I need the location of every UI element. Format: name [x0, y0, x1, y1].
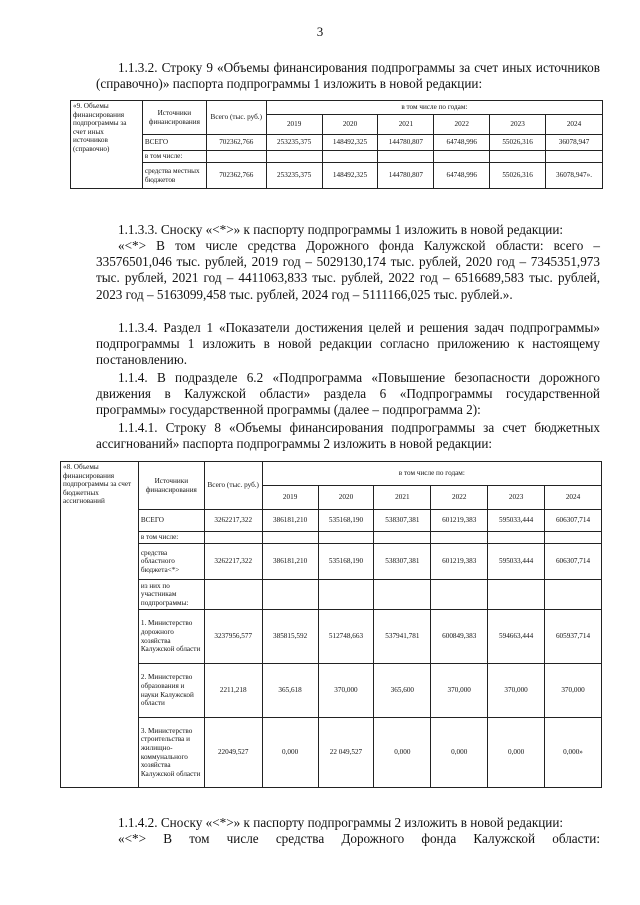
paragraph-text: «<*> В том числе средства Дорожного фонда Калужской области: [118, 831, 600, 846]
paragraph-1-1-3-3 [96, 222, 600, 238]
cell-value: 594663,444 [488, 610, 545, 664]
cell-value: 365,618 [262, 664, 318, 718]
row-label: из них по участникам подпрограммы: [138, 580, 204, 610]
year-header: 2019 [266, 115, 322, 135]
cell-value: 0,000 [431, 718, 488, 788]
cell-value [545, 532, 602, 544]
cell-value [546, 151, 603, 163]
row-total: 3262217,322 [204, 544, 262, 580]
year-header: 2023 [490, 115, 546, 135]
row-total: 2211,218 [204, 664, 262, 718]
cell-value: 64748,996 [434, 135, 490, 151]
cell-value [374, 532, 431, 544]
page-number: 3 [316, 24, 324, 39]
table-row [61, 510, 602, 532]
cell-value [378, 151, 434, 163]
col-header-sources: Источники финансирования [142, 101, 206, 135]
cell-value: 0,000 [374, 718, 431, 788]
row-label: 3. Министерство строительства и жилищно-коммунального хозяйства Калужской области [138, 718, 204, 788]
cell-value: 606307,714 [545, 544, 602, 580]
cell-value: 55026,316 [490, 163, 546, 189]
cell-value: 535168,190 [318, 544, 374, 580]
paragraph-1-1-4 [96, 370, 600, 419]
row-label: в том числе: [142, 151, 206, 163]
row-total: 702362,766 [206, 135, 266, 151]
cell-value: 595033,444 [488, 510, 545, 532]
paragraph-1-1-4-1 [96, 420, 600, 452]
table-2-caption: «8. Объемы финансирования подпрограммы за счет бюджетных ассигнований [61, 462, 139, 788]
year-header: 2019 [262, 486, 318, 510]
cell-value: 538307,381 [374, 544, 431, 580]
row-label: средства областного бюджета<*> [138, 544, 204, 580]
row-total: 3237956,577 [204, 610, 262, 664]
year-header: 2021 [378, 115, 434, 135]
cell-value [431, 580, 488, 610]
table-row [71, 151, 603, 163]
cell-value [374, 580, 431, 610]
table-row [61, 664, 602, 718]
cell-value: 36078,947 [546, 135, 603, 151]
cell-value: 535168,190 [318, 510, 374, 532]
financing-table-2 [60, 461, 602, 788]
cell-value [490, 151, 546, 163]
row-total: 22049,527 [204, 718, 262, 788]
cell-value: 370,000 [318, 664, 374, 718]
table-row [61, 544, 602, 580]
cell-value: 370,000 [545, 664, 602, 718]
col-header-years: в том числе по годам: [266, 101, 602, 115]
cell-value: 0,000 [488, 718, 545, 788]
cell-value: 253235,375 [266, 163, 322, 189]
paragraph-text: 1.1.3.2. Строку 9 «Объемы финансирования подпрограммы за счет иных источников (справочно)» паспорта подпрограммы 1 изложить в новой редакции: [96, 60, 600, 92]
cell-value: 385815,592 [262, 610, 318, 664]
year-header: 2020 [322, 115, 378, 135]
cell-value: 606307,714 [545, 510, 602, 532]
cell-value [318, 580, 374, 610]
paragraph-footnote-2 [96, 831, 600, 847]
cell-value: 0,000 [262, 718, 318, 788]
col-header-sources: Источники финансирования [138, 462, 204, 510]
cell-value: 386181,210 [262, 510, 318, 532]
year-header: 2023 [488, 486, 545, 510]
paragraph-1-1-4-2 [96, 815, 600, 831]
cell-value: 144780,807 [378, 135, 434, 151]
year-header: 2024 [545, 486, 602, 510]
cell-value: 600849,383 [431, 610, 488, 664]
cell-value [431, 532, 488, 544]
paragraph-text: 1.1.4.2. Сноску «<*>» к паспорту подпрограммы 2 изложить в новой редакции: [118, 815, 564, 830]
col-header-years: в том числе по годам: [262, 462, 601, 486]
cell-value: 538307,381 [374, 510, 431, 532]
cell-value: 370,000 [431, 664, 488, 718]
cell-value [318, 532, 374, 544]
cell-value: 595033,444 [488, 544, 545, 580]
cell-value: 512748,663 [318, 610, 374, 664]
row-total: 3262217,322 [204, 510, 262, 532]
row-total [206, 151, 266, 163]
table-row [61, 532, 602, 544]
cell-value [322, 151, 378, 163]
paragraph-text: 1.1.4. В подразделе 6.2 «Подпрограмма «Повышение безопасности дорожного движения в Калужской области» раздела 6 «Подпрограммы государственной программы» государственной программы (далее – подпрограмма 2): [96, 370, 600, 418]
row-total [204, 532, 262, 544]
cell-value [262, 580, 318, 610]
cell-value: 148492,325 [322, 135, 378, 151]
row-label: ВСЕГО [138, 510, 204, 532]
cell-value [488, 580, 545, 610]
col-header-total: Всего (тыс. руб.) [204, 462, 262, 510]
cell-value: 64748,996 [434, 163, 490, 189]
paragraph-text: «<*> В том числе средства Дорожного фонда Калужской области: всего – 33576501,046 тыс. рублей, 2019 год – 5029130,174 тыс. рублей, 2020 год – 7345351,973 тыс. рублей, 2021 год – 4411063,833 тыс. рублей, 2022 год – 6516689,583 тыс. рублей, 2023 год – 5163099,458 тыс. рублей, 2024 год – 5111166,025 тыс. рублей.». [96, 238, 600, 302]
financing-table-1 [70, 100, 603, 189]
table-row [61, 610, 602, 664]
cell-value: 601219,383 [431, 544, 488, 580]
cell-value: 601219,383 [431, 510, 488, 532]
year-header: 2020 [318, 486, 374, 510]
year-header: 2024 [546, 115, 603, 135]
paragraph-footnote-1 [96, 238, 600, 303]
cell-value: 386181,210 [262, 544, 318, 580]
row-total: 702362,766 [206, 163, 266, 189]
table-1-caption: «9. Объемы финансирования подпрограммы за счет иных источников (справочно) [71, 101, 143, 189]
cell-value: 0,000» [545, 718, 602, 788]
year-header: 2022 [434, 115, 490, 135]
cell-value: 36078,947». [546, 163, 603, 189]
cell-value: 144780,807 [378, 163, 434, 189]
cell-value [545, 580, 602, 610]
row-label: в том числе: [138, 532, 204, 544]
cell-value: 22 049,527 [318, 718, 374, 788]
paragraph-text: 1.1.4.1. Строку 8 «Объемы финансирования подпрограммы за счет бюджетных ассигнований» паспорта подпрограммы 2 изложить в новой редакции: [96, 420, 600, 452]
cell-value: 365,600 [374, 664, 431, 718]
table-row [71, 163, 603, 189]
year-header: 2022 [431, 486, 488, 510]
row-total [204, 580, 262, 610]
cell-value: 537941,781 [374, 610, 431, 664]
table-row [61, 580, 602, 610]
cell-value: 370,000 [488, 664, 545, 718]
paragraph-text: 1.1.3.3. Сноску «<*>» к паспорту подпрограммы 1 изложить в новой редакции: [118, 222, 564, 237]
cell-value: 605937,714 [545, 610, 602, 664]
cell-value [262, 532, 318, 544]
paragraph-1-1-3-4 [96, 320, 600, 369]
cell-value [434, 151, 490, 163]
cell-value: 55026,316 [490, 135, 546, 151]
paragraph-text: 1.1.3.4. Раздел 1 «Показатели достижения целей и решения задач подпрограммы» подпрограммы 1 изложить в новой редакции согласно приложению к настоящему постановлению. [96, 320, 600, 368]
cell-value [488, 532, 545, 544]
row-label: средства местных бюджетов [142, 163, 206, 189]
table-row [71, 135, 603, 151]
table-row [61, 718, 602, 788]
cell-value [266, 151, 322, 163]
row-label: ВСЕГО [142, 135, 206, 151]
year-header: 2021 [374, 486, 431, 510]
cell-value: 253235,375 [266, 135, 322, 151]
col-header-total: Всего (тыс. руб.) [206, 101, 266, 135]
row-label: 2. Министерство образования и науки Калужской области [138, 664, 204, 718]
paragraph-1-1-3-2 [96, 60, 600, 92]
row-label: 1. Министерство дорожного хозяйства Калужской области [138, 610, 204, 664]
cell-value: 148492,325 [322, 163, 378, 189]
